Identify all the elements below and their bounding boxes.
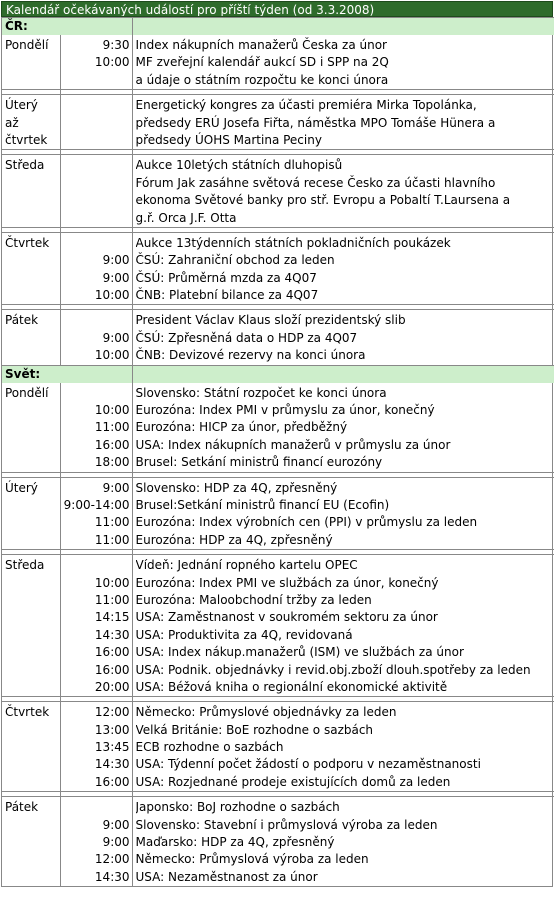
event-text: Slovensko: Stavební i průmyslová výroba za leden — [135, 817, 438, 832]
event-time: 10:00 — [94, 55, 130, 70]
event-time: 16:00 — [94, 437, 130, 452]
calendar-title: Kalendář očekávaných událostí pro příští týden (od 3.3.2008) — [1, 1, 553, 17]
calendar-table-wrapper — [1, 17, 553, 887]
day-row — [2, 477, 554, 550]
event-list — [132, 702, 554, 792]
event-text: Energetický kongres za účasti premiéra Mirka Topolánka, — [135, 98, 477, 113]
event-text: Slovensko: HDP za 4Q, zpřesněný — [135, 480, 338, 495]
event-time: 9:30 — [102, 38, 130, 52]
day-name-line: Pátek — [5, 313, 39, 328]
event-text: USA: Nezaměstnanost za únor — [135, 869, 318, 884]
event-time — [61, 132, 130, 149]
event-time: 11:00 — [94, 532, 130, 547]
day-row — [2, 310, 554, 365]
event-text: předsedy ERÚ Josefa Fiřta, náměstka MPO Tomáše Hünera a — [135, 115, 496, 130]
day-name-line: Úterý — [5, 98, 38, 113]
event-list — [132, 232, 554, 305]
event-time — [61, 72, 130, 89]
event-list — [132, 95, 554, 150]
event-text: Japonsko: BoJ rozhodne o sazbách — [135, 800, 340, 815]
event-text: Maďarsko: HDP za 4Q, zpřesněný — [135, 835, 335, 850]
event-time: 9:00-14:00 — [63, 497, 130, 512]
event-time — [61, 385, 130, 402]
event-text: Aukce 10letých státních dluhopisů — [135, 158, 343, 173]
event-text: Brusel:Setkání ministrů financí EU (Ecofin) — [135, 497, 390, 512]
event-text: MF zveřejní kalendář aukcí SD i SPP na 2Q — [135, 55, 389, 70]
event-time: 10:00 — [94, 288, 130, 303]
calendar-body — [2, 18, 554, 887]
event-text: Eurozóna: HDP za 4Q, zpřesněný — [135, 532, 333, 547]
event-times — [60, 232, 132, 305]
event-text: předsedy ÚOHS Martina Peciny — [135, 132, 322, 147]
event-time: 10:00 — [94, 575, 130, 590]
event-time — [61, 235, 130, 252]
event-time: 18:00 — [94, 455, 130, 470]
event-time: 11:00 — [94, 420, 130, 435]
event-time: 20:00 — [94, 679, 130, 694]
event-list — [132, 383, 554, 472]
event-text: Eurozóna: Index PMI v průmyslu za únor, konečný — [135, 403, 435, 418]
event-time: 14:30 — [94, 869, 130, 884]
event-list — [132, 155, 554, 228]
event-time: 9:00 — [102, 480, 130, 495]
event-times — [60, 555, 132, 697]
event-text: ČSÚ: Zpřesněná data o HDP za 4Q07 — [135, 330, 358, 345]
event-time: 11:00 — [94, 592, 130, 607]
event-text: Eurozóna: HICP za únor, předběžný — [135, 420, 348, 435]
event-text: USA: Index nákup.manažerů (ISM) ve službách za únor — [135, 645, 464, 660]
day-name — [2, 155, 60, 228]
day-name-line: Úterý — [5, 480, 38, 495]
calendar-frame — [1, 1, 553, 887]
event-time: 11:00 — [94, 515, 130, 530]
section-header — [2, 365, 554, 383]
event-text: Brusel: Setkání ministrů financí eurozóny — [135, 455, 383, 470]
day-name — [2, 310, 60, 365]
day-name-line: Středa — [5, 158, 45, 173]
event-text: Vídeň: Jednání ropného kartelu OPEC — [135, 558, 358, 573]
event-time: 16:00 — [94, 645, 130, 660]
event-time — [61, 175, 130, 192]
event-time — [61, 312, 130, 329]
event-time: 14:30 — [94, 627, 130, 642]
day-name-line: Čtvrtek — [5, 235, 50, 250]
day-name-line: čtvrtek — [5, 132, 48, 147]
event-text: ČNB: Platební bilance za 4Q07 — [135, 288, 319, 303]
event-list — [132, 555, 554, 697]
event-text: a údaje o státním rozpočtu ke konci února — [135, 72, 389, 87]
event-time: 14:15 — [94, 610, 130, 625]
event-text: USA: Béžová kniha o regionální ekonomické aktivitě — [135, 679, 448, 694]
event-text: ČNB: Devizové rezervy na konci února — [135, 348, 366, 363]
event-text: USA: Týdenní počet žádostí o podporu v nezaměstnanosti — [135, 757, 481, 772]
day-name — [2, 477, 60, 550]
event-text: USA: Index nákupních manažerů v průmyslu za únor — [135, 437, 451, 452]
event-times — [60, 702, 132, 792]
day-row — [2, 555, 554, 697]
section-label: ČR: — [2, 18, 132, 36]
event-time — [61, 157, 130, 174]
event-time: 9:00 — [102, 817, 130, 832]
event-time: 16:00 — [94, 662, 130, 677]
event-text: President Václav Klaus složí prezidentský slib — [135, 313, 406, 328]
event-text: Eurozóna: Maloobchodní tržby za leden — [135, 592, 372, 607]
event-text: ČSÚ: Zahraniční obchod za leden — [135, 253, 335, 268]
event-text: g.ř. Orca J.F. Otta — [135, 210, 237, 225]
event-list — [132, 797, 554, 886]
day-row — [2, 702, 554, 792]
event-time: 9:00 — [102, 253, 130, 268]
event-text: Velká Británie: BoE rozhodne o sazbách — [135, 722, 374, 737]
event-times — [60, 155, 132, 228]
day-name — [2, 95, 60, 150]
day-name — [2, 555, 60, 697]
section-header-filler — [132, 365, 554, 383]
event-text: Aukce 13týdenních státních pokladničních poukázek — [135, 235, 451, 250]
day-name-line: Pondělí — [5, 385, 49, 400]
event-times — [60, 477, 132, 550]
event-times — [60, 797, 132, 886]
event-time: 9:00 — [102, 330, 130, 345]
section-header — [2, 18, 554, 36]
event-time: 13:45 — [94, 740, 130, 755]
day-name-line: Pondělí — [5, 38, 49, 52]
event-text: Eurozóna: Index výrobních cen (PPI) v průmyslu za leden — [135, 515, 478, 530]
section-header-filler — [132, 18, 554, 36]
day-name-line: Pátek — [5, 800, 39, 815]
event-text: USA: Produktivita za 4Q, revidovaná — [135, 627, 353, 642]
event-text: Index nákupních manažerů Česka za únor — [135, 38, 387, 52]
day-name — [2, 383, 60, 472]
event-time — [61, 799, 130, 816]
day-row — [2, 35, 554, 90]
day-row — [2, 383, 554, 472]
day-row — [2, 95, 554, 150]
event-time: 10:00 — [94, 403, 130, 418]
event-time — [61, 115, 130, 132]
day-row — [2, 797, 554, 886]
event-time — [61, 97, 130, 114]
event-text: ekonoma Světové banky pro stř. Evropu a Pobaltí T.Laursena a — [135, 193, 511, 208]
day-name — [2, 702, 60, 792]
day-row — [2, 155, 554, 228]
event-text: Fórum Jak zasáhne světová recese Česko za účasti hlavního — [135, 175, 496, 190]
section-label: Svět: — [2, 365, 132, 383]
event-time: 9:00 — [102, 835, 130, 850]
event-text: ČSÚ: Průměrná mzda za 4Q07 — [135, 270, 317, 285]
event-time — [61, 192, 130, 209]
event-time: 12:00 — [94, 852, 130, 867]
day-name-line: Čtvrtek — [5, 705, 50, 720]
day-name — [2, 35, 60, 90]
day-name-line: až — [5, 115, 19, 130]
event-text: USA: Zaměstnanost v soukromém sektoru za únor — [135, 610, 438, 625]
day-name — [2, 797, 60, 886]
event-text: Eurozóna: Index PMI ve službách za únor, konečný — [135, 575, 439, 590]
day-name — [2, 232, 60, 305]
event-text: USA: Podnik. objednávky i revid.obj.zboží dlouh.spotřeby za leden — [135, 662, 531, 677]
event-list — [132, 477, 554, 550]
event-text: USA: Rozjednané prodeje existujících domů za leden — [135, 774, 451, 789]
event-text: ECB rozhodne o sazbách — [135, 740, 284, 755]
event-text: Německo: Průmyslová výroba za leden — [135, 852, 369, 867]
event-time: 14:30 — [94, 757, 130, 772]
event-times — [60, 310, 132, 365]
event-text: Slovensko: Státní rozpočet ke konci února — [135, 385, 387, 400]
event-times — [60, 35, 132, 90]
event-list — [132, 310, 554, 365]
event-text: Německo: Průmyslové objednávky za leden — [135, 705, 397, 720]
day-row — [2, 232, 554, 305]
event-time: 10:00 — [94, 348, 130, 363]
event-time — [61, 210, 130, 227]
event-time — [61, 557, 130, 574]
event-times — [60, 95, 132, 150]
event-time: 9:00 — [102, 270, 130, 285]
calendar-table — [2, 17, 554, 886]
event-time: 16:00 — [94, 774, 130, 789]
event-time: 12:00 — [94, 705, 130, 720]
event-list — [132, 35, 554, 90]
event-times — [60, 383, 132, 472]
day-name-line: Středa — [5, 558, 45, 573]
event-time: 13:00 — [94, 722, 130, 737]
